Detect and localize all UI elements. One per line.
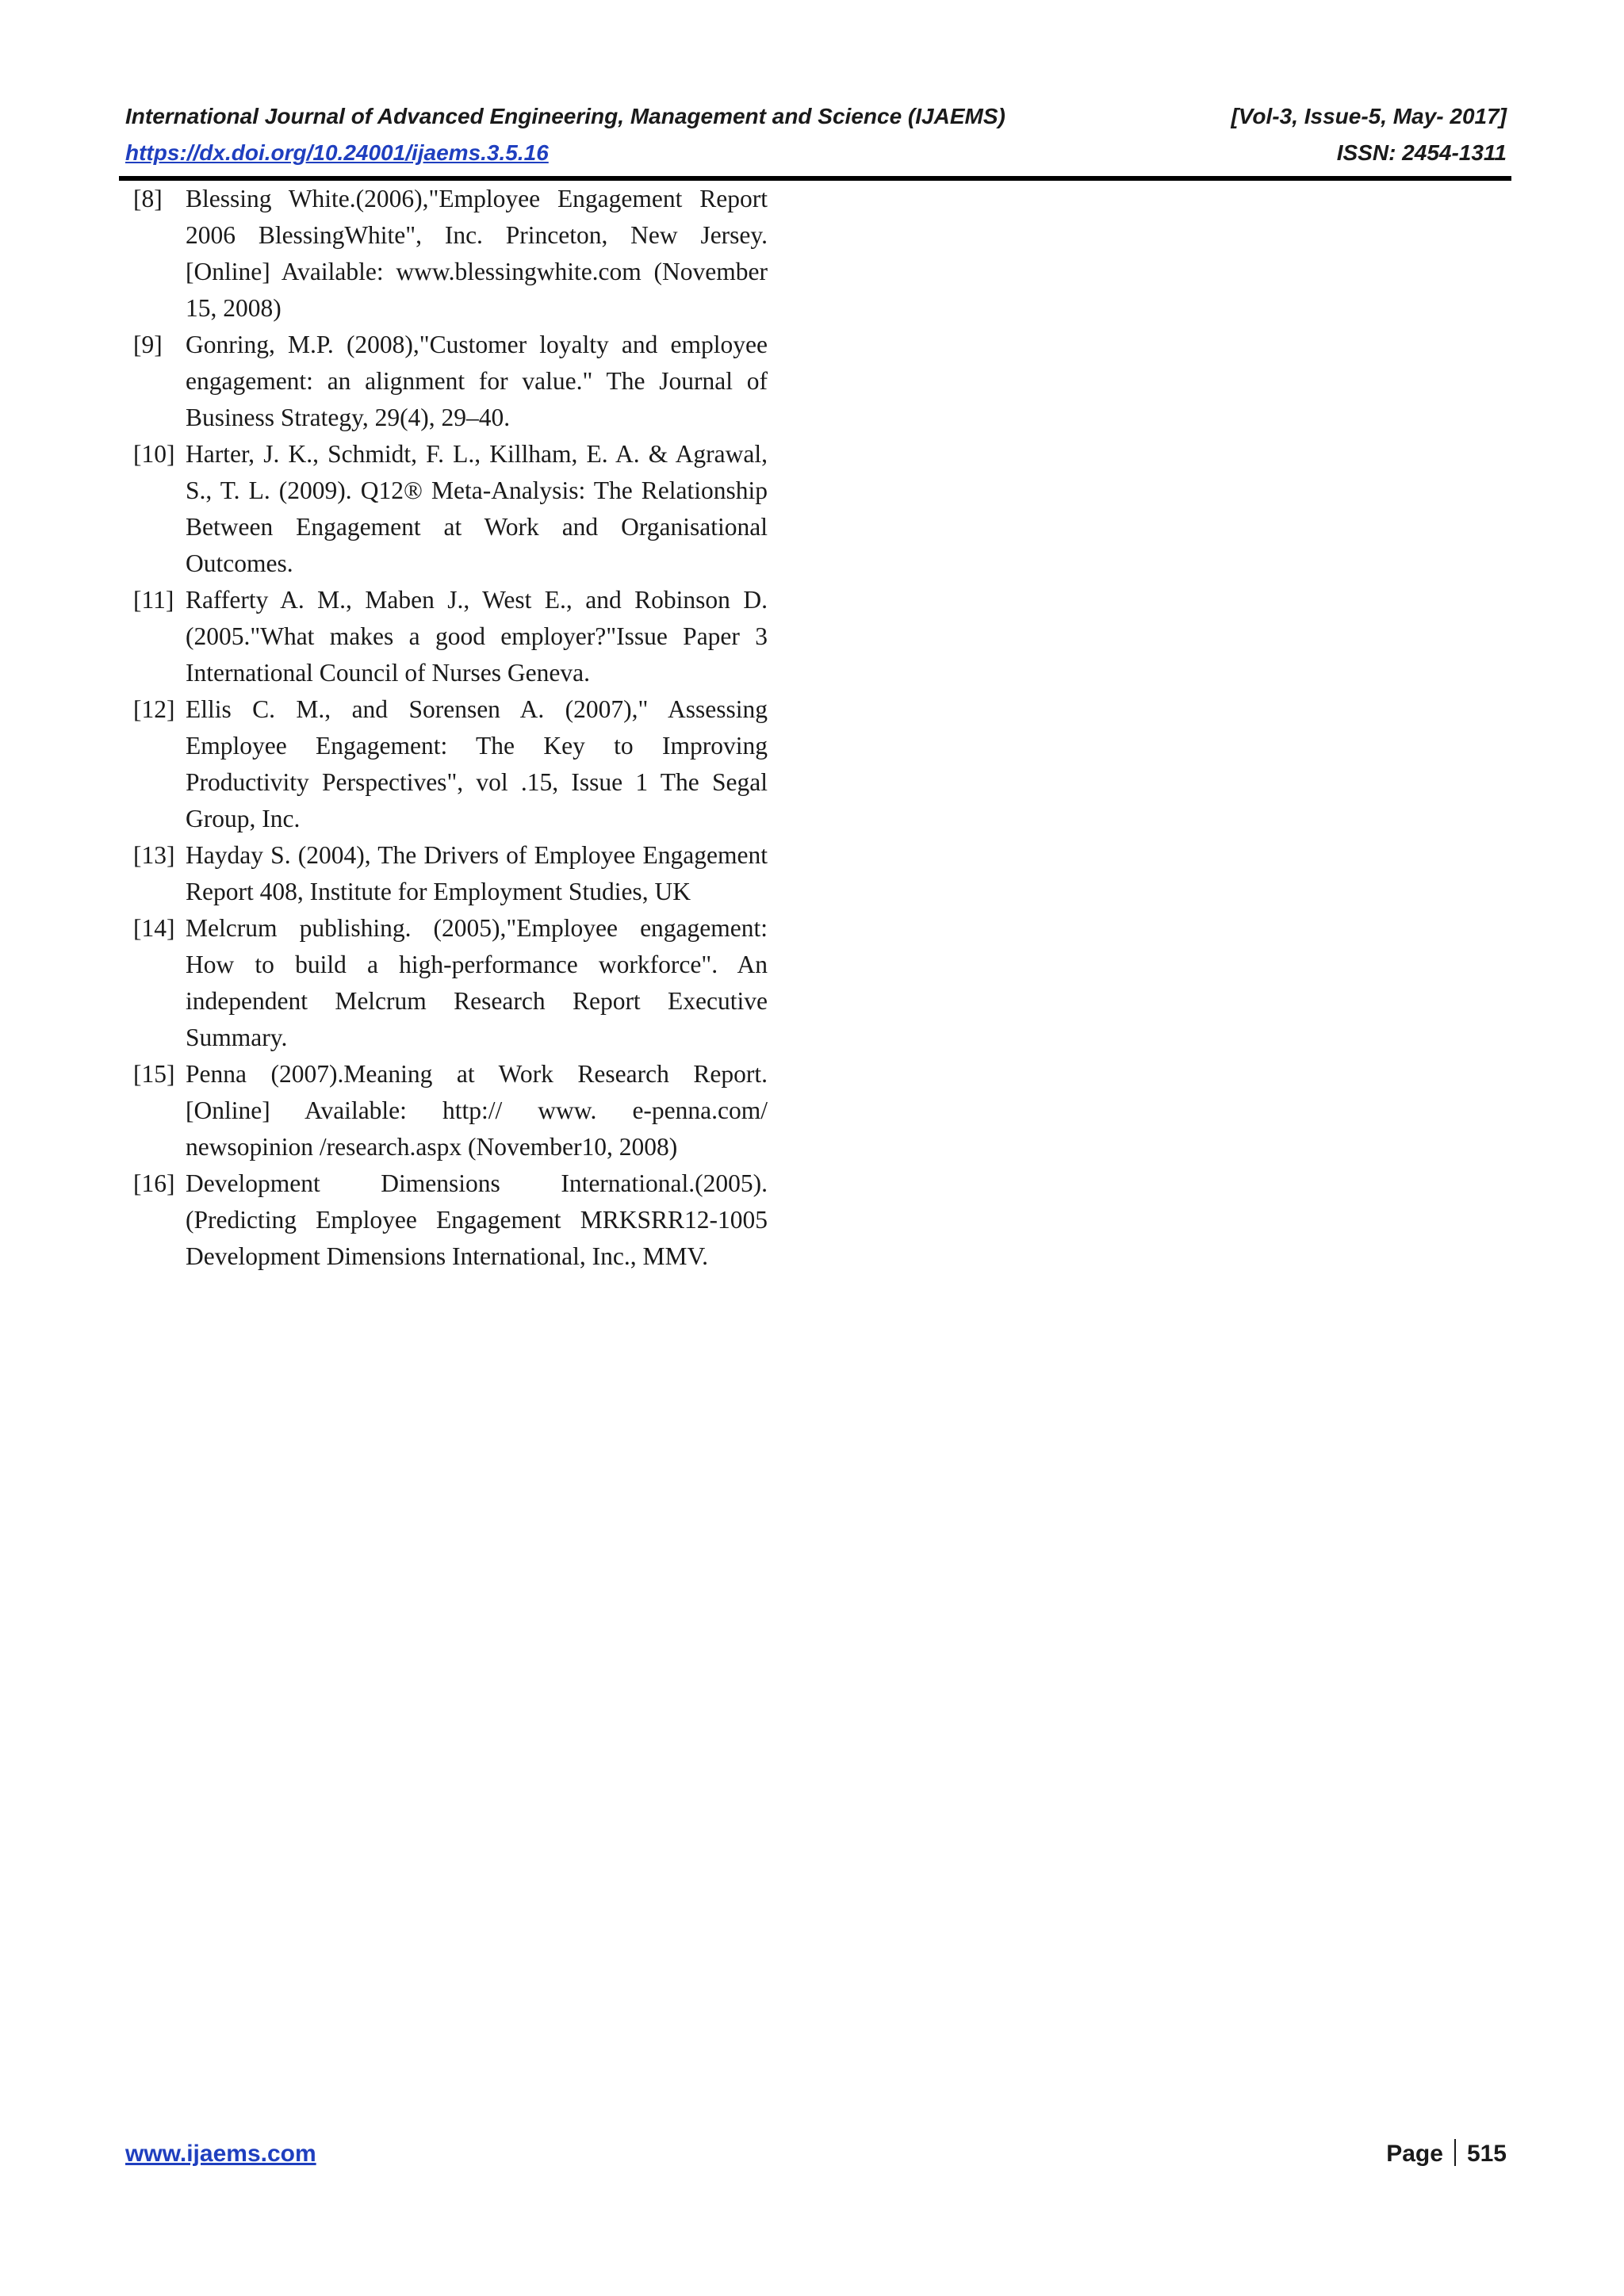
reference-item [133,582,768,691]
reference-text: Penna (2007).Meaning at Work Research Report. [Online] Available: http:// www. e-penna.com/ newsopinion /research.aspx (November10, 2008) [186,1060,768,1161]
header-row-top [125,98,1507,135]
issn: ISSN: 2454-1311 [1336,140,1507,165]
reference-number: [9] [133,331,163,358]
reference-text: Melcrum publishing. (2005),"Employee engagement: How to build a high-performance workforce". An independent Melcrum Research Report Executive Summary. [186,914,768,1051]
reference-number: [8] [133,185,163,212]
journal-title: International Journal of Advanced Engineering, Management and Science (IJAEMS) [125,104,1005,128]
page-header [125,98,1507,171]
reference-item [133,837,768,910]
reference-item [133,181,768,327]
reference-text: Gonring, M.P. (2008),"Customer loyalty and employee engagement: an alignment for value." The Journal of Business Strategy, 29(4), 29–40. [186,331,768,431]
website-link[interactable]: www.ijaems.com [125,2141,316,2167]
reference-number: [15] [133,1060,175,1088]
reference-number: [10] [133,440,175,468]
page-label: Page [1386,2141,1443,2167]
reference-text: Development Dimensions International.(2005). (Predicting Employee Engagement MRKSRR12-1005 Development Dimensions International, Inc., MMV. [186,1169,768,1270]
reference-text: Rafferty A. M., Maben J., West E., and Robinson D. (2005."What makes a good employer?"Issue Paper 3 International Council of Nurses Geneva. [186,586,768,687]
reference-list [133,181,768,1275]
page-indicator [1386,2139,1507,2168]
reference-item [133,436,768,582]
reference-text: Blessing White.(2006),"Employee Engagement Report 2006 BlessingWhite", Inc. Princeton, New Jersey. [Online] Available: www.blessingwhite.com (November 15, 2008) [186,185,768,322]
reference-text: Hayday S. (2004), The Drivers of Employee Engagement Report 408, Institute for Employment Studies, UK [186,841,768,905]
page-footer [125,2139,1507,2168]
volume-issue: [Vol-3, Issue-5, May- 2017] [1231,104,1507,128]
doi-link[interactable]: https://dx.doi.org/10.24001/ijaems.3.5.16 [125,140,549,165]
page-separator [1454,2139,1456,2166]
reference-number: [16] [133,1169,175,1197]
reference-item [133,1056,768,1165]
reference-item [133,691,768,837]
reference-item [133,910,768,1056]
page-number: 515 [1466,2141,1507,2167]
header-row-bottom [125,135,1507,171]
reference-number: [12] [133,695,175,723]
reference-item [133,327,768,436]
reference-item [133,1165,768,1275]
reference-number: [11] [133,586,174,614]
reference-text: Ellis C. M., and Sorensen A. (2007)," Assessing Employee Engagement: The Key to Improving Productivity Perspectives", vol .15, Issue 1 The Segal Group, Inc. [186,695,768,832]
reference-number: [14] [133,914,175,942]
reference-text: Harter, J. K., Schmidt, F. L., Killham, E. A. & Agrawal, S., T. L. (2009). Q12® Meta-Analysis: The Relationship Between Engagement at Work and Organisational Outcomes. [186,440,768,577]
reference-number: [13] [133,841,175,869]
